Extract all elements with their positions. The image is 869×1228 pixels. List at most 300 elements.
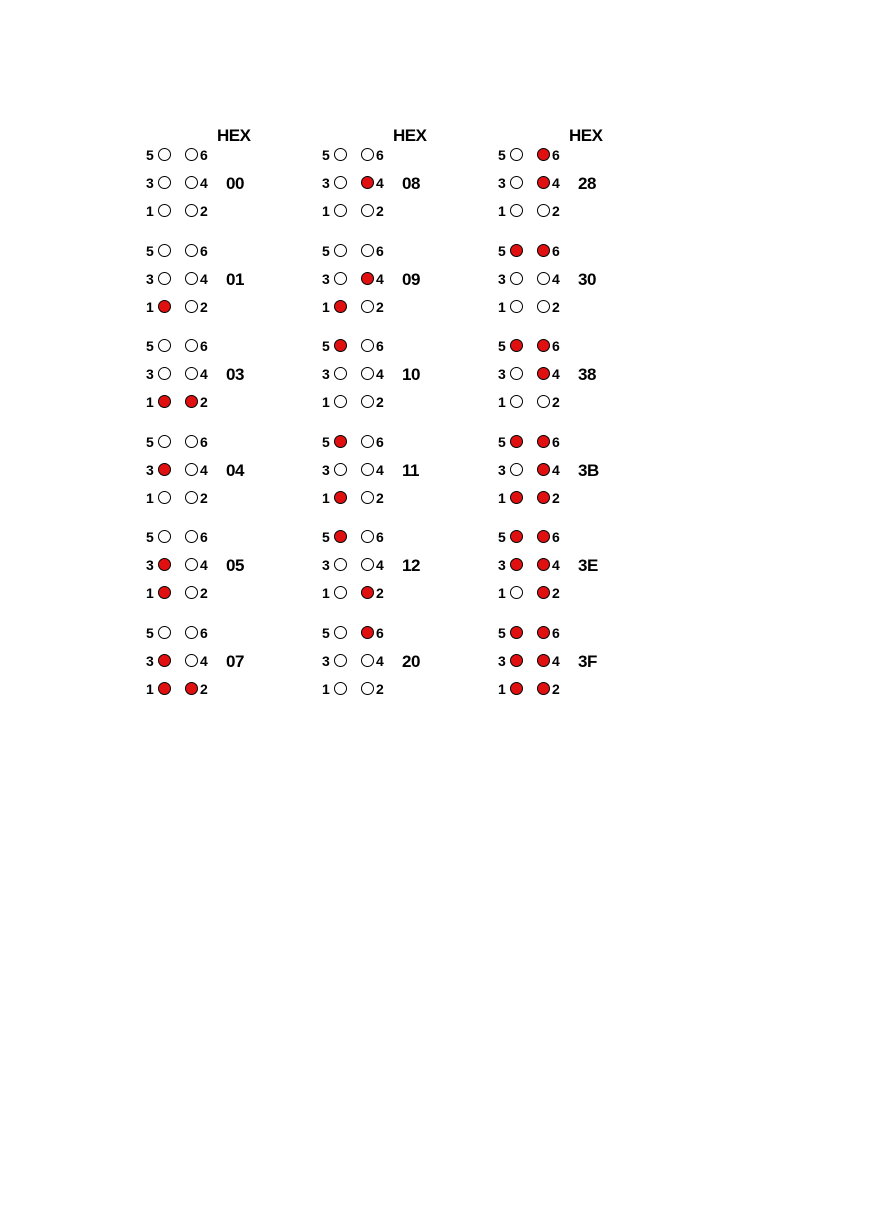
dot-3 xyxy=(334,176,347,189)
dot-row xyxy=(498,392,668,412)
dot-number: 5 xyxy=(498,625,506,641)
dot-4 xyxy=(185,558,198,571)
dot-number: 4 xyxy=(200,557,208,573)
dot-6 xyxy=(361,435,374,448)
dot-number: 2 xyxy=(552,490,560,506)
dot-number: 4 xyxy=(376,462,384,478)
dot-5 xyxy=(510,626,523,639)
dot-2 xyxy=(361,395,374,408)
dot-row xyxy=(146,364,316,384)
dot-3 xyxy=(158,176,171,189)
hex-value: 01 xyxy=(226,270,244,289)
dot-number: 6 xyxy=(552,147,560,163)
dot-5 xyxy=(510,148,523,161)
dot-2 xyxy=(185,300,198,313)
dot-6 xyxy=(185,530,198,543)
dot-row xyxy=(498,241,668,261)
dot-6 xyxy=(361,626,374,639)
dot-2 xyxy=(361,300,374,313)
hex-value: 09 xyxy=(402,270,420,289)
dot-number: 6 xyxy=(200,243,208,259)
braille-cell xyxy=(322,336,492,426)
dot-number: 6 xyxy=(552,434,560,450)
dot-number: 4 xyxy=(376,653,384,669)
dot-6 xyxy=(537,435,550,448)
dot-1 xyxy=(158,491,171,504)
dot-3 xyxy=(158,272,171,285)
dot-row xyxy=(322,336,492,356)
dot-4 xyxy=(537,367,550,380)
hex-value: 10 xyxy=(402,365,420,384)
dot-row xyxy=(498,173,668,193)
dot-number: 6 xyxy=(376,338,384,354)
dot-row xyxy=(146,432,316,452)
dot-1 xyxy=(510,491,523,504)
braille-cell xyxy=(322,623,492,713)
dot-4 xyxy=(537,558,550,571)
dot-number: 4 xyxy=(552,175,560,191)
dot-number: 5 xyxy=(146,434,154,450)
column-title: HEX xyxy=(393,126,427,145)
dot-1 xyxy=(334,300,347,313)
dot-number: 5 xyxy=(146,625,154,641)
hex-value: 30 xyxy=(578,270,596,289)
dot-5 xyxy=(158,626,171,639)
dot-5 xyxy=(510,244,523,257)
dot-1 xyxy=(334,395,347,408)
dot-1 xyxy=(158,300,171,313)
dot-5 xyxy=(334,435,347,448)
dot-row xyxy=(146,488,316,508)
dot-number: 2 xyxy=(376,585,384,601)
dot-number: 3 xyxy=(498,271,506,287)
dot-2 xyxy=(537,300,550,313)
dot-1 xyxy=(334,682,347,695)
dot-6 xyxy=(537,530,550,543)
dot-number: 3 xyxy=(322,175,330,191)
dot-4 xyxy=(537,463,550,476)
dot-6 xyxy=(361,530,374,543)
dot-number: 2 xyxy=(552,299,560,315)
dot-number: 6 xyxy=(376,243,384,259)
dot-row xyxy=(146,297,316,317)
dot-number: 4 xyxy=(552,366,560,382)
dot-number: 4 xyxy=(376,271,384,287)
dot-5 xyxy=(510,435,523,448)
braille-cell xyxy=(146,241,316,331)
dot-4 xyxy=(537,272,550,285)
dot-3 xyxy=(334,463,347,476)
dot-number: 4 xyxy=(200,462,208,478)
hex-value: 07 xyxy=(226,652,244,671)
dot-number: 4 xyxy=(200,653,208,669)
dot-number: 4 xyxy=(552,653,560,669)
braille-cell xyxy=(322,432,492,522)
dot-number: 5 xyxy=(498,529,506,545)
dot-number: 1 xyxy=(498,394,506,410)
dot-1 xyxy=(510,682,523,695)
dot-3 xyxy=(510,558,523,571)
dot-number: 5 xyxy=(322,147,330,163)
dot-number: 4 xyxy=(552,271,560,287)
dot-number: 2 xyxy=(200,585,208,601)
dot-number: 3 xyxy=(498,366,506,382)
braille-cell xyxy=(146,623,316,713)
dot-number: 1 xyxy=(322,203,330,219)
dot-5 xyxy=(158,148,171,161)
dot-1 xyxy=(334,204,347,217)
dot-row xyxy=(322,651,492,671)
dot-number: 5 xyxy=(498,434,506,450)
dot-number: 1 xyxy=(498,585,506,601)
dot-number: 2 xyxy=(552,585,560,601)
dot-number: 6 xyxy=(552,625,560,641)
dot-2 xyxy=(185,682,198,695)
dot-number: 2 xyxy=(376,490,384,506)
dot-number: 3 xyxy=(146,271,154,287)
braille-cell xyxy=(322,241,492,331)
dot-4 xyxy=(361,367,374,380)
dot-4 xyxy=(361,272,374,285)
dot-row xyxy=(498,651,668,671)
dot-2 xyxy=(185,586,198,599)
dot-row xyxy=(498,336,668,356)
hex-value: 3E xyxy=(578,556,598,575)
braille-cell xyxy=(146,336,316,426)
dot-row xyxy=(146,651,316,671)
dot-6 xyxy=(361,339,374,352)
dot-number: 6 xyxy=(200,625,208,641)
dot-4 xyxy=(361,558,374,571)
braille-cell xyxy=(146,527,316,617)
dot-3 xyxy=(158,558,171,571)
dot-number: 6 xyxy=(200,434,208,450)
dot-row xyxy=(498,145,668,165)
braille-cell xyxy=(498,432,668,522)
dot-number: 6 xyxy=(552,338,560,354)
dot-number: 2 xyxy=(376,681,384,697)
dot-number: 3 xyxy=(498,557,506,573)
dot-number: 6 xyxy=(200,147,208,163)
dot-4 xyxy=(537,654,550,667)
dot-6 xyxy=(185,339,198,352)
dot-row xyxy=(322,527,492,547)
dot-number: 1 xyxy=(498,203,506,219)
dot-number: 3 xyxy=(498,653,506,669)
dot-row xyxy=(498,201,668,221)
dot-row xyxy=(498,432,668,452)
dot-number: 2 xyxy=(376,299,384,315)
dot-6 xyxy=(185,148,198,161)
dot-6 xyxy=(537,339,550,352)
dot-number: 1 xyxy=(498,299,506,315)
dot-number: 2 xyxy=(552,681,560,697)
dot-row xyxy=(498,583,668,603)
dot-row xyxy=(146,241,316,261)
dot-row xyxy=(322,201,492,221)
dot-number: 1 xyxy=(146,203,154,219)
dot-3 xyxy=(158,463,171,476)
dot-1 xyxy=(158,395,171,408)
dot-row xyxy=(322,432,492,452)
dot-6 xyxy=(361,244,374,257)
dot-row xyxy=(498,460,668,480)
hex-value: 11 xyxy=(402,461,419,480)
dot-1 xyxy=(158,682,171,695)
dot-number: 3 xyxy=(146,366,154,382)
dot-4 xyxy=(361,176,374,189)
dot-1 xyxy=(510,395,523,408)
dot-3 xyxy=(510,463,523,476)
dot-row xyxy=(146,392,316,412)
dot-3 xyxy=(510,272,523,285)
dot-6 xyxy=(537,626,550,639)
dot-number: 3 xyxy=(146,557,154,573)
dot-number: 4 xyxy=(376,366,384,382)
dot-row xyxy=(498,297,668,317)
dot-number: 6 xyxy=(552,243,560,259)
column-title: HEX xyxy=(217,126,251,145)
dot-row xyxy=(146,679,316,699)
dot-number: 6 xyxy=(552,529,560,545)
hex-value: 12 xyxy=(402,556,420,575)
dot-5 xyxy=(334,244,347,257)
dot-2 xyxy=(361,204,374,217)
dot-number: 5 xyxy=(322,338,330,354)
dot-number: 5 xyxy=(146,147,154,163)
dot-row xyxy=(322,583,492,603)
dot-6 xyxy=(185,435,198,448)
dot-row xyxy=(498,527,668,547)
dot-number: 1 xyxy=(146,585,154,601)
dot-number: 4 xyxy=(552,462,560,478)
dot-2 xyxy=(361,586,374,599)
dot-number: 5 xyxy=(146,529,154,545)
dot-number: 6 xyxy=(376,625,384,641)
dot-4 xyxy=(361,463,374,476)
dot-1 xyxy=(510,204,523,217)
dot-number: 5 xyxy=(146,338,154,354)
dot-number: 3 xyxy=(322,557,330,573)
dot-number: 5 xyxy=(146,243,154,259)
dot-row xyxy=(322,679,492,699)
hex-value: 3B xyxy=(578,461,599,480)
dot-row xyxy=(322,241,492,261)
dot-number: 1 xyxy=(146,394,154,410)
braille-cell xyxy=(498,241,668,331)
dot-row xyxy=(322,392,492,412)
dot-1 xyxy=(158,204,171,217)
dot-number: 3 xyxy=(146,462,154,478)
dot-number: 1 xyxy=(322,681,330,697)
dot-number: 6 xyxy=(376,147,384,163)
dot-5 xyxy=(158,339,171,352)
dot-row xyxy=(498,555,668,575)
dot-1 xyxy=(510,586,523,599)
braille-cell xyxy=(498,336,668,426)
dot-row xyxy=(146,583,316,603)
dot-row xyxy=(322,173,492,193)
dot-number: 1 xyxy=(498,681,506,697)
dot-4 xyxy=(185,176,198,189)
dot-row xyxy=(498,679,668,699)
dot-number: 3 xyxy=(498,175,506,191)
dot-5 xyxy=(158,244,171,257)
braille-cell xyxy=(498,145,668,235)
dot-3 xyxy=(334,367,347,380)
dot-2 xyxy=(361,491,374,504)
dot-row xyxy=(498,488,668,508)
dot-row xyxy=(322,623,492,643)
dot-2 xyxy=(537,204,550,217)
dot-6 xyxy=(185,626,198,639)
dot-3 xyxy=(510,176,523,189)
dot-number: 1 xyxy=(322,490,330,506)
hex-value: 03 xyxy=(226,365,244,384)
hex-value: 38 xyxy=(578,365,596,384)
dot-row xyxy=(146,555,316,575)
dot-3 xyxy=(334,654,347,667)
dot-row xyxy=(146,201,316,221)
dot-number: 1 xyxy=(146,490,154,506)
dot-4 xyxy=(185,367,198,380)
dot-5 xyxy=(158,530,171,543)
dot-number: 4 xyxy=(200,175,208,191)
dot-5 xyxy=(334,530,347,543)
dot-1 xyxy=(334,491,347,504)
dot-number: 3 xyxy=(146,175,154,191)
dot-4 xyxy=(361,654,374,667)
braille-cell xyxy=(498,623,668,713)
hex-value: 04 xyxy=(226,461,244,480)
dot-1 xyxy=(158,586,171,599)
dot-number: 1 xyxy=(322,585,330,601)
dot-row xyxy=(498,623,668,643)
dot-number: 6 xyxy=(200,338,208,354)
dot-row xyxy=(146,527,316,547)
dot-number: 3 xyxy=(322,366,330,382)
dot-2 xyxy=(537,682,550,695)
dot-row xyxy=(322,145,492,165)
dot-number: 1 xyxy=(322,299,330,315)
hex-value: 3F xyxy=(578,652,597,671)
dot-number: 5 xyxy=(322,243,330,259)
dot-number: 4 xyxy=(200,366,208,382)
column-title: HEX xyxy=(569,126,603,145)
dot-number: 3 xyxy=(322,653,330,669)
dot-number: 4 xyxy=(200,271,208,287)
dot-3 xyxy=(510,654,523,667)
dot-number: 3 xyxy=(322,462,330,478)
dot-number: 5 xyxy=(322,625,330,641)
dot-row xyxy=(498,364,668,384)
dot-2 xyxy=(361,682,374,695)
dot-number: 5 xyxy=(498,147,506,163)
dot-number: 1 xyxy=(322,394,330,410)
dot-row xyxy=(146,460,316,480)
dot-5 xyxy=(334,339,347,352)
dot-3 xyxy=(510,367,523,380)
dot-row xyxy=(322,460,492,480)
dot-5 xyxy=(510,530,523,543)
dot-number: 2 xyxy=(200,490,208,506)
dot-row xyxy=(322,297,492,317)
dot-number: 4 xyxy=(376,557,384,573)
dot-3 xyxy=(334,272,347,285)
dot-3 xyxy=(158,367,171,380)
dot-row xyxy=(322,364,492,384)
dot-number: 1 xyxy=(146,299,154,315)
dot-5 xyxy=(510,339,523,352)
dot-number: 2 xyxy=(376,394,384,410)
dot-row xyxy=(322,269,492,289)
braille-cell xyxy=(146,145,316,235)
dot-number: 4 xyxy=(552,557,560,573)
dot-number: 2 xyxy=(200,394,208,410)
dot-3 xyxy=(158,654,171,667)
dot-1 xyxy=(334,586,347,599)
dot-number: 6 xyxy=(376,434,384,450)
dot-number: 5 xyxy=(322,434,330,450)
dot-2 xyxy=(185,395,198,408)
dot-number: 6 xyxy=(376,529,384,545)
dot-row xyxy=(146,269,316,289)
dot-number: 2 xyxy=(200,299,208,315)
hex-value: 28 xyxy=(578,174,596,193)
hex-value: 20 xyxy=(402,652,420,671)
braille-cell xyxy=(322,145,492,235)
dot-3 xyxy=(334,558,347,571)
braille-cell xyxy=(146,432,316,522)
dot-number: 3 xyxy=(322,271,330,287)
dot-number: 5 xyxy=(498,243,506,259)
dot-row xyxy=(146,336,316,356)
braille-cell xyxy=(322,527,492,617)
dot-6 xyxy=(361,148,374,161)
dot-number: 4 xyxy=(376,175,384,191)
dot-row xyxy=(322,555,492,575)
dot-4 xyxy=(185,463,198,476)
dot-2 xyxy=(185,491,198,504)
dot-row xyxy=(498,269,668,289)
dot-6 xyxy=(537,148,550,161)
dot-row xyxy=(146,145,316,165)
dot-5 xyxy=(334,626,347,639)
dot-number: 3 xyxy=(146,653,154,669)
dot-row xyxy=(146,623,316,643)
dot-4 xyxy=(185,654,198,667)
dot-number: 2 xyxy=(376,203,384,219)
dot-5 xyxy=(158,435,171,448)
dot-number: 5 xyxy=(498,338,506,354)
dot-2 xyxy=(537,395,550,408)
braille-cell xyxy=(498,527,668,617)
dot-number: 1 xyxy=(498,490,506,506)
dot-6 xyxy=(537,244,550,257)
hex-value: 00 xyxy=(226,174,244,193)
dot-2 xyxy=(537,586,550,599)
dot-1 xyxy=(510,300,523,313)
dot-6 xyxy=(185,244,198,257)
dot-number: 2 xyxy=(552,203,560,219)
dot-5 xyxy=(334,148,347,161)
dot-number: 6 xyxy=(200,529,208,545)
dot-number: 1 xyxy=(146,681,154,697)
dot-4 xyxy=(185,272,198,285)
dot-number: 2 xyxy=(200,681,208,697)
dot-number: 5 xyxy=(322,529,330,545)
hex-value: 08 xyxy=(402,174,420,193)
